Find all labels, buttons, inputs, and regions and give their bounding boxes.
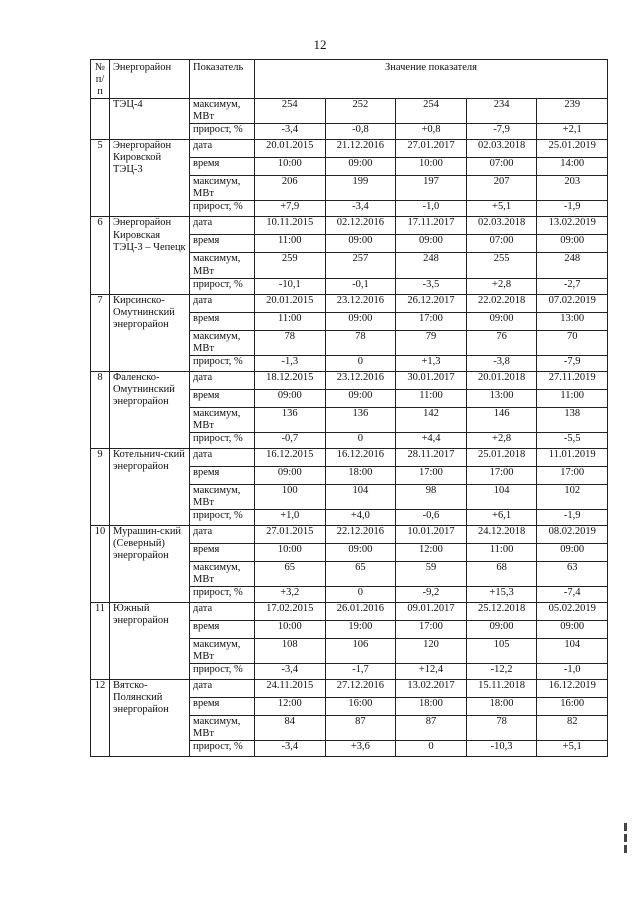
row-number: 11 <box>91 603 110 680</box>
value-cell: -1,9 <box>537 201 608 217</box>
value-cell: 146 <box>466 407 537 432</box>
value-cell: 14:00 <box>537 158 608 176</box>
value-cell: 106 <box>325 639 396 664</box>
value-cell: 10:00 <box>255 158 326 176</box>
value-cell: 27.12.2016 <box>325 680 396 698</box>
value-cell: 18:00 <box>466 698 537 716</box>
value-cell: -1,0 <box>396 201 467 217</box>
value-cell: 23.12.2016 <box>325 371 396 389</box>
value-cell: -1,0 <box>537 664 608 680</box>
value-cell: 82 <box>537 716 608 741</box>
value-cell: -3,4 <box>255 124 326 140</box>
value-cell: 21.12.2016 <box>325 140 396 158</box>
value-cell: 20.01.2015 <box>255 294 326 312</box>
value-cell: 09:00 <box>537 543 608 561</box>
value-cell: 239 <box>537 99 608 124</box>
district-name: Мурашин-ский (Северный) энергорайон <box>110 525 190 602</box>
value-cell: 16:00 <box>325 698 396 716</box>
value-cell: 09:00 <box>325 312 396 330</box>
value-cell: 78 <box>255 330 326 355</box>
value-cell: 20.01.2018 <box>466 371 537 389</box>
energy-districts-table <box>90 59 608 757</box>
value-cell: 207 <box>466 176 537 201</box>
value-cell: 17:00 <box>396 466 467 484</box>
value-cell: 09:00 <box>255 466 326 484</box>
table-row <box>91 217 608 235</box>
value-cell: 16:00 <box>537 698 608 716</box>
indicator-label: максимум, МВт <box>190 716 255 741</box>
value-cell: +6,1 <box>466 509 537 525</box>
value-cell: 28.11.2017 <box>396 448 467 466</box>
value-cell: 24.12.2018 <box>466 525 537 543</box>
value-cell: 257 <box>325 253 396 278</box>
value-cell: 197 <box>396 176 467 201</box>
value-cell: +1,3 <box>396 355 467 371</box>
value-cell: -3,4 <box>255 664 326 680</box>
indicator-label: время <box>190 698 255 716</box>
indicator-label: максимум, МВт <box>190 561 255 586</box>
table-row <box>91 680 608 698</box>
value-cell: +12,4 <box>396 664 467 680</box>
value-cell: 26.01.2016 <box>325 603 396 621</box>
indicator-label: прирост, % <box>190 355 255 371</box>
value-cell: 254 <box>396 99 467 124</box>
value-cell: 09:00 <box>325 543 396 561</box>
value-cell: -7,9 <box>537 355 608 371</box>
value-cell: 22.02.2018 <box>466 294 537 312</box>
value-cell: 79 <box>396 330 467 355</box>
indicator-label: дата <box>190 603 255 621</box>
value-cell: 13:00 <box>466 389 537 407</box>
indicator-label: максимум, МВт <box>190 484 255 509</box>
value-cell: 18:00 <box>396 698 467 716</box>
value-cell: 02.12.2016 <box>325 217 396 235</box>
value-cell: 23.12.2016 <box>325 294 396 312</box>
value-cell: 17.02.2015 <box>255 603 326 621</box>
row-number-cell <box>91 99 110 140</box>
value-cell: 02.03.2018 <box>466 140 537 158</box>
row-number: 5 <box>91 140 110 217</box>
value-cell: 104 <box>466 484 537 509</box>
indicator-label: время <box>190 235 255 253</box>
indicator-label: дата <box>190 294 255 312</box>
value-cell: 27.01.2017 <box>396 140 467 158</box>
value-cell: 70 <box>537 330 608 355</box>
row-number: 8 <box>91 371 110 448</box>
value-cell: 100 <box>255 484 326 509</box>
value-cell: 59 <box>396 561 467 586</box>
district-name: Вятско-Полянский энергорайон <box>110 680 190 757</box>
value-cell: 13.02.2017 <box>396 680 467 698</box>
indicator-label: время <box>190 312 255 330</box>
value-cell: +5,1 <box>537 741 608 757</box>
indicator-label: прирост, % <box>190 509 255 525</box>
value-cell: 136 <box>255 407 326 432</box>
value-cell: 87 <box>325 716 396 741</box>
value-cell: 08.02.2019 <box>537 525 608 543</box>
value-cell: 18:00 <box>325 466 396 484</box>
value-cell: -12,2 <box>466 664 537 680</box>
value-cell: +3,6 <box>325 741 396 757</box>
value-cell: 63 <box>537 561 608 586</box>
indicator-label: прирост, % <box>190 124 255 140</box>
value-cell: 0 <box>396 741 467 757</box>
value-cell: 18.12.2015 <box>255 371 326 389</box>
indicator-label: максимум, МВт <box>190 253 255 278</box>
value-cell: 0 <box>325 432 396 448</box>
indicator-label: прирост, % <box>190 587 255 603</box>
value-cell: 07:00 <box>466 235 537 253</box>
value-cell: 12:00 <box>396 543 467 561</box>
value-cell: -7,9 <box>466 124 537 140</box>
value-cell: 12:00 <box>255 698 326 716</box>
value-cell: -3,8 <box>466 355 537 371</box>
value-cell: 05.02.2019 <box>537 603 608 621</box>
indicator-label: прирост, % <box>190 741 255 757</box>
value-cell: -3,4 <box>255 741 326 757</box>
value-cell: 09:00 <box>255 389 326 407</box>
value-cell: 87 <box>396 716 467 741</box>
value-cell: 120 <box>396 639 467 664</box>
value-cell: 206 <box>255 176 326 201</box>
district-name: ТЭЦ-4 <box>110 99 190 140</box>
value-cell: +7,9 <box>255 201 326 217</box>
value-cell: 09:00 <box>396 235 467 253</box>
value-cell: 102 <box>537 484 608 509</box>
table-body <box>91 99 608 757</box>
value-cell: 09.01.2017 <box>396 603 467 621</box>
value-cell: 20.01.2015 <box>255 140 326 158</box>
value-cell: -3,5 <box>396 278 467 294</box>
indicator-label: максимум, МВт <box>190 99 255 124</box>
value-cell: 259 <box>255 253 326 278</box>
value-cell: 11.01.2019 <box>537 448 608 466</box>
value-cell: 0 <box>325 587 396 603</box>
value-cell: 17:00 <box>396 312 467 330</box>
value-cell: +2,1 <box>537 124 608 140</box>
indicator-label: дата <box>190 140 255 158</box>
value-cell: 17.11.2017 <box>396 217 467 235</box>
value-cell: 255 <box>466 253 537 278</box>
row-number: 9 <box>91 448 110 525</box>
value-cell: 11:00 <box>255 312 326 330</box>
value-cell: 252 <box>325 99 396 124</box>
value-cell: -0,6 <box>396 509 467 525</box>
value-cell: 10:00 <box>255 621 326 639</box>
value-cell: 108 <box>255 639 326 664</box>
value-cell: 84 <box>255 716 326 741</box>
header-district: Энергорайон <box>110 60 190 99</box>
value-cell: 104 <box>325 484 396 509</box>
value-cell: 16.12.2015 <box>255 448 326 466</box>
value-cell: 254 <box>255 99 326 124</box>
row-number: 7 <box>91 294 110 371</box>
value-cell: 203 <box>537 176 608 201</box>
table-header-row <box>91 60 608 99</box>
value-cell: 17:00 <box>396 621 467 639</box>
value-cell: 24.11.2015 <box>255 680 326 698</box>
indicator-label: дата <box>190 371 255 389</box>
value-cell: 09:00 <box>537 235 608 253</box>
header-value: Значение показателя <box>255 60 608 99</box>
value-cell: 10:00 <box>255 543 326 561</box>
margin-mark <box>624 823 630 863</box>
indicator-label: время <box>190 543 255 561</box>
value-cell: 68 <box>466 561 537 586</box>
value-cell: 76 <box>466 330 537 355</box>
row-number: 12 <box>91 680 110 757</box>
value-cell: 26.12.2017 <box>396 294 467 312</box>
value-cell: 19:00 <box>325 621 396 639</box>
value-cell: -10,3 <box>466 741 537 757</box>
value-cell: 136 <box>325 407 396 432</box>
value-cell: 16.12.2016 <box>325 448 396 466</box>
indicator-label: время <box>190 621 255 639</box>
value-cell: +0,8 <box>396 124 467 140</box>
value-cell: +2,8 <box>466 432 537 448</box>
value-cell: 78 <box>325 330 396 355</box>
indicator-label: дата <box>190 680 255 698</box>
value-cell: 13:00 <box>537 312 608 330</box>
row-number: 10 <box>91 525 110 602</box>
value-cell: -1,9 <box>537 509 608 525</box>
value-cell: +5,1 <box>466 201 537 217</box>
value-cell: 105 <box>466 639 537 664</box>
district-name: Фаленско-Омутнинский энергорайон <box>110 371 190 448</box>
value-cell: 10.01.2017 <box>396 525 467 543</box>
value-cell: 09:00 <box>466 312 537 330</box>
value-cell: 98 <box>396 484 467 509</box>
value-cell: -10,1 <box>255 278 326 294</box>
value-cell: 09:00 <box>537 621 608 639</box>
indicator-label: дата <box>190 525 255 543</box>
value-cell: +1,0 <box>255 509 326 525</box>
value-cell: 11:00 <box>466 543 537 561</box>
district-name: Южный энергорайон <box>110 603 190 680</box>
value-cell: -0,1 <box>325 278 396 294</box>
indicator-label: прирост, % <box>190 201 255 217</box>
district-name: Котельнич-ский энергорайон <box>110 448 190 525</box>
value-cell: 09:00 <box>325 235 396 253</box>
value-cell: 09:00 <box>325 158 396 176</box>
indicator-label: максимум, МВт <box>190 176 255 201</box>
value-cell: 234 <box>466 99 537 124</box>
value-cell: +4,4 <box>396 432 467 448</box>
indicator-label: прирост, % <box>190 278 255 294</box>
value-cell: 13.02.2019 <box>537 217 608 235</box>
value-cell: -7,4 <box>537 587 608 603</box>
indicator-label: дата <box>190 448 255 466</box>
value-cell: +2,8 <box>466 278 537 294</box>
value-cell: +15,3 <box>466 587 537 603</box>
value-cell: 27.11.2019 <box>537 371 608 389</box>
value-cell: 248 <box>537 253 608 278</box>
indicator-label: время <box>190 389 255 407</box>
value-cell: 65 <box>325 561 396 586</box>
value-cell: 07.02.2019 <box>537 294 608 312</box>
value-cell: 09:00 <box>325 389 396 407</box>
value-cell: 104 <box>537 639 608 664</box>
table-row <box>91 603 608 621</box>
value-cell: -2,7 <box>537 278 608 294</box>
value-cell: 17:00 <box>537 466 608 484</box>
value-cell: 199 <box>325 176 396 201</box>
value-cell: 25.01.2019 <box>537 140 608 158</box>
value-cell: 25.01.2018 <box>466 448 537 466</box>
value-cell: 02.03.2018 <box>466 217 537 235</box>
value-cell: 25.12.2018 <box>466 603 537 621</box>
table-row <box>91 294 608 312</box>
value-cell: 11:00 <box>396 389 467 407</box>
value-cell: -1,3 <box>255 355 326 371</box>
indicator-label: прирост, % <box>190 432 255 448</box>
value-cell: 142 <box>396 407 467 432</box>
table-row <box>91 99 608 124</box>
page-number: 12 <box>313 37 327 52</box>
indicator-label: максимум, МВт <box>190 330 255 355</box>
value-cell: 27.01.2015 <box>255 525 326 543</box>
header-indicator: Показатель <box>190 60 255 99</box>
district-name: Энергорайон Кировская ТЭЦ-3 – Чепецк <box>110 217 190 294</box>
value-cell: +4,0 <box>325 509 396 525</box>
indicator-label: время <box>190 466 255 484</box>
table-row <box>91 371 608 389</box>
value-cell: -0,8 <box>325 124 396 140</box>
value-cell: 22.12.2016 <box>325 525 396 543</box>
indicator-label: дата <box>190 217 255 235</box>
table-row <box>91 140 608 158</box>
table-row <box>91 448 608 466</box>
value-cell: 30.01.2017 <box>396 371 467 389</box>
value-cell: 78 <box>466 716 537 741</box>
value-cell: +3,2 <box>255 587 326 603</box>
value-cell: 10:00 <box>396 158 467 176</box>
value-cell: 10.11.2015 <box>255 217 326 235</box>
indicator-label: время <box>190 158 255 176</box>
value-cell: 0 <box>325 355 396 371</box>
value-cell: 16.12.2019 <box>537 680 608 698</box>
value-cell: 09:00 <box>466 621 537 639</box>
indicator-label: максимум, МВт <box>190 407 255 432</box>
district-name: Энергорайон Кировской ТЭЦ-3 <box>110 140 190 217</box>
value-cell: 11:00 <box>537 389 608 407</box>
district-name: Кирсинско-Омутнинский энергорайон <box>110 294 190 371</box>
value-cell: 65 <box>255 561 326 586</box>
value-cell: 17:00 <box>466 466 537 484</box>
value-cell: 138 <box>537 407 608 432</box>
indicator-label: максимум, МВт <box>190 639 255 664</box>
value-cell: -1,7 <box>325 664 396 680</box>
value-cell: -3,4 <box>325 201 396 217</box>
value-cell: 15.11.2018 <box>466 680 537 698</box>
value-cell: 11:00 <box>255 235 326 253</box>
value-cell: 07:00 <box>466 158 537 176</box>
value-cell: 248 <box>396 253 467 278</box>
table-row <box>91 525 608 543</box>
indicator-label: прирост, % <box>190 664 255 680</box>
value-cell: -0,7 <box>255 432 326 448</box>
header-num: № п/п <box>91 60 110 99</box>
value-cell: -9,2 <box>396 587 467 603</box>
row-number: 6 <box>91 217 110 294</box>
value-cell: -5,5 <box>537 432 608 448</box>
